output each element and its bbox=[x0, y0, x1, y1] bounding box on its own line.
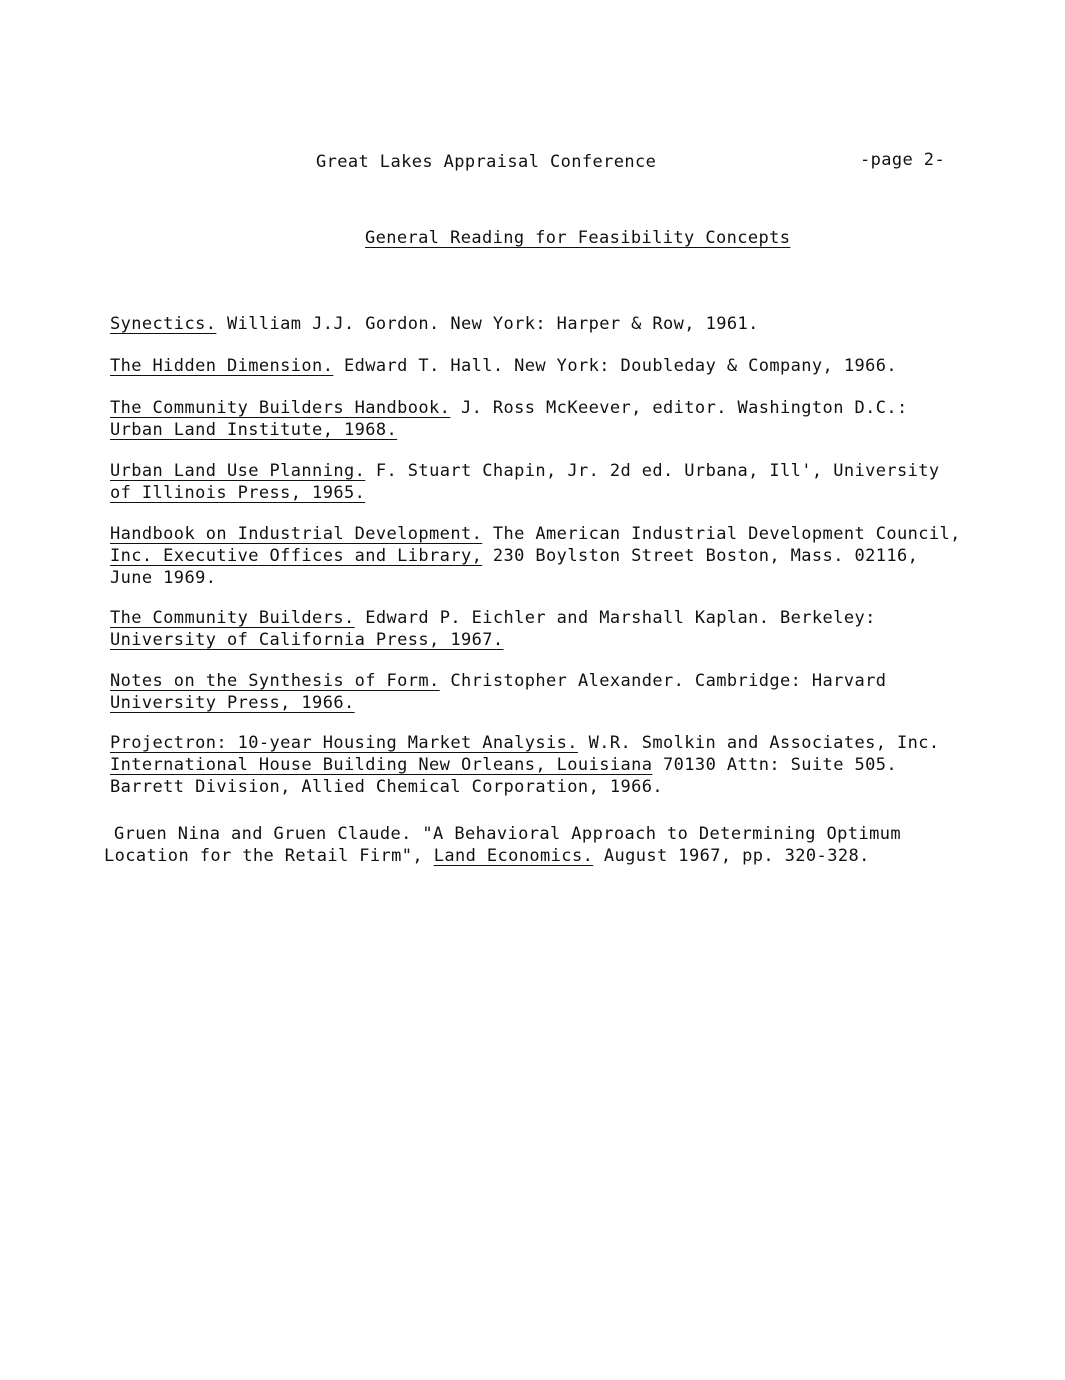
reference-details: J. Ross McKeever, editor. Washington D.C.: bbox=[460, 398, 908, 418]
reference-details: Location for the Retail Firm", bbox=[104, 846, 424, 866]
reference-entry bbox=[110, 607, 990, 651]
reference-details: August 1967, pp. 320-328. bbox=[603, 846, 870, 866]
reference-details: William J.J. Gordon. New York: Harper & Row, 1961. bbox=[227, 314, 759, 334]
reference-details: F. Stuart Chapin, Jr. 2d ed. Urbana, Ill', University bbox=[375, 461, 940, 481]
reference-title-continued: University of California Press, 1967. bbox=[110, 630, 504, 650]
reference-title: Urban Land Use Planning. bbox=[110, 461, 366, 481]
reference-entry bbox=[104, 823, 984, 867]
reference-title-continued: University Press, 1966. bbox=[110, 693, 355, 713]
reference-entry bbox=[110, 460, 990, 504]
reference-title: The Community Builders Handbook. bbox=[110, 398, 451, 418]
reference-title: Synectics. bbox=[110, 314, 217, 334]
conference-header: Great Lakes Appraisal Conference bbox=[316, 152, 657, 172]
section-title: General Reading for Feasibility Concepts bbox=[365, 228, 791, 248]
reference-details: The American Industrial Development Council, bbox=[492, 524, 961, 544]
reference-entry bbox=[110, 732, 990, 798]
reference-title-continued: of Illinois Press, 1965. bbox=[110, 483, 366, 503]
reference-title-continued: International House Building New Orleans, Louisiana bbox=[110, 755, 653, 775]
reference-details: 70130 Attn: Suite 505. bbox=[663, 755, 897, 775]
reference-entry bbox=[110, 313, 990, 335]
reference-details: Edward T. Hall. New York: Doubleday & Company, 1966. bbox=[343, 356, 897, 376]
reference-entry bbox=[110, 523, 990, 589]
reference-details: Edward P. Eichler and Marshall Kaplan. Berkeley: bbox=[365, 608, 876, 628]
reference-details: Gruen Nina and Gruen Claude. "A Behavioral Approach to Determining Optimum bbox=[114, 824, 901, 844]
reference-details: 230 Boylston Street Boston, Mass. 02116, bbox=[492, 546, 919, 566]
reference-title-continued: Inc. Executive Offices and Library, bbox=[110, 546, 483, 566]
reference-title: Notes on the Synthesis of Form. bbox=[110, 671, 440, 691]
reference-title: Handbook on Industrial Development. bbox=[110, 524, 483, 544]
reference-entry bbox=[110, 397, 990, 441]
reference-title: The Community Builders. bbox=[110, 608, 355, 628]
reference-details: W.R. Smolkin and Associates, Inc. bbox=[588, 733, 940, 753]
reference-title-continued: Urban Land Institute, 1968. bbox=[110, 420, 398, 440]
reference-entry bbox=[110, 670, 990, 714]
reference-title: Land Economics. bbox=[433, 846, 594, 866]
reference-entry bbox=[110, 355, 990, 377]
reference-details: Barrett Division, Allied Chemical Corporation, 1966. bbox=[110, 777, 664, 797]
reference-title: Projectron: 10-year Housing Market Analysis. bbox=[110, 733, 578, 753]
reference-details: June 1969. bbox=[110, 568, 217, 588]
page-number: -page 2- bbox=[860, 150, 946, 170]
reference-details: Christopher Alexander. Cambridge: Harvard bbox=[450, 671, 887, 691]
reference-title: The Hidden Dimension. bbox=[110, 356, 334, 376]
